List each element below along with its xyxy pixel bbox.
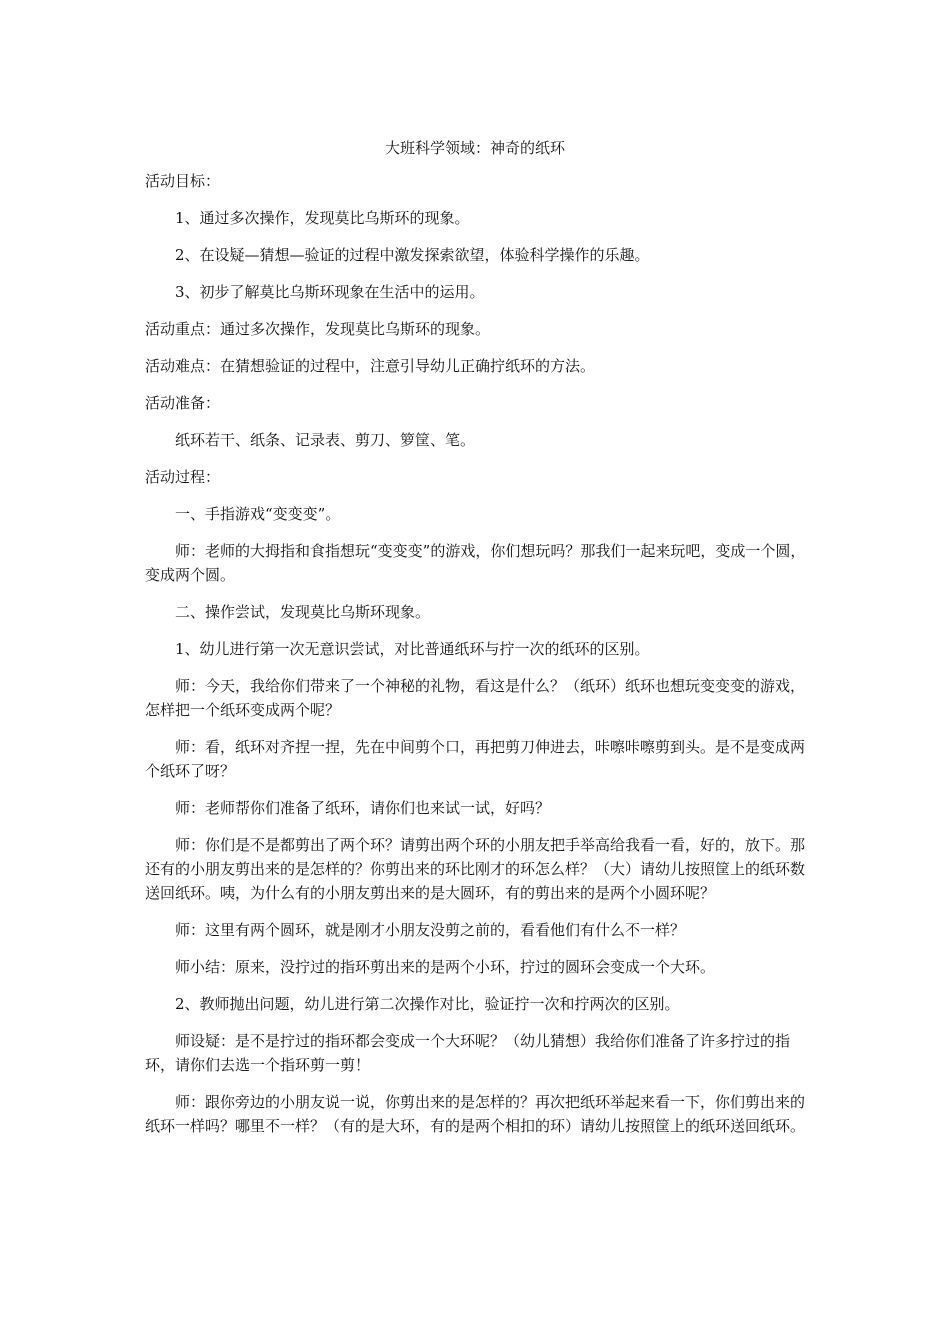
body-paragraph: 3、初步了解莫比乌斯环现象在生活中的运用。 [175,283,485,301]
body-paragraph: 2、在设疑—猜想—验证的过程中激发探索欲望，体验科学操作的乐趣。 [175,246,650,264]
body-paragraph: 师：看，纸环对齐捏一捏，先在中间剪个口，再把剪刀伸进去，咔嚓咔嚓剪到头。是不是变成两个纸环了呀？ [145,738,806,780]
body-paragraph: 师：老师的大拇指和食指想玩“变变变”的游戏，你们想玩吗？那我们一起来玩吧，变成一个圆，变成两个圆。 [145,542,806,584]
section-heading: 活动过程： [145,468,221,486]
body-paragraph: 师小结：原来，没拧过的指环剪出来的是两个小环，拧过的圆环会变成一个大环。 [175,958,716,976]
body-paragraph: 1、通过多次操作，发现莫比乌斯环的现象。 [175,209,470,227]
document-body [145,169,810,1151]
body-paragraph: 纸环若干、纸条、记录表、剪刀、箩筐、笔。 [175,431,476,449]
body-paragraph: 1、幼儿进行第一次无意识尝试，对比普通纸环与拧一次的纸环的区别。 [175,640,650,658]
section-heading: 活动准备： [145,394,221,412]
body-paragraph: 师：今天，我给你们带来了一个神秘的礼物，看这是什么？（纸环）纸环也想玩变变变的游戏，怎样把一个纸环变成两个呢？ [145,677,806,719]
body-paragraph: 一、手指游戏“变变变”。 [175,505,341,523]
body-paragraph: 师：你们是不是都剪出了两个环？请剪出两个环的小朋友把手举高给我看一看，好的，放下。那还有的小朋友剪出来的是怎样的？你剪出来的环比刚才的环怎么样？（大）请幼儿按照筐上的纸环数送回纸环。咦，为什么有的小朋友剪出来的是大圆环，有的剪出来的是两个小圆环呢？ [145,836,806,902]
body-paragraph: 师：老师帮你们准备了纸环，请你们也来试一试，好吗？ [175,799,551,817]
section-heading: 活动目标： [145,172,221,190]
section-heading: 活动重点：通过多次操作，发现莫比乌斯环的现象。 [145,320,491,338]
document-title: 大班科学领域：神奇的纸环 [384,139,565,157]
body-paragraph: 师设疑：是不是拧过的指环都会变成一个大环呢？（幼儿猜想）我给你们准备了许多拧过的指环，请你们去选一个指环剪一剪！ [145,1032,791,1074]
body-paragraph: 师：跟你旁边的小朋友说一说，你剪出来的是怎样的？再次把纸环举起来看一下，你们剪出来的纸环一样吗？哪里不一样？（有的是大环，有的是两个相扣的环）请幼儿按照筐上的纸环送回纸环。 [145,1093,806,1135]
section-heading: 活动难点：在猜想验证的过程中，注意引导幼儿正确拧纸环的方法。 [145,357,596,375]
body-paragraph: 师：这里有两个圆环，就是刚才小朋友没剪之前的，看看他们有什么不一样？ [175,921,686,939]
body-paragraph: 二、操作尝试，发现莫比乌斯环现象。 [175,603,431,621]
body-paragraph: 2、教师抛出问题，幼儿进行第二次操作对比，验证拧一次和拧两次的区别。 [175,995,680,1013]
